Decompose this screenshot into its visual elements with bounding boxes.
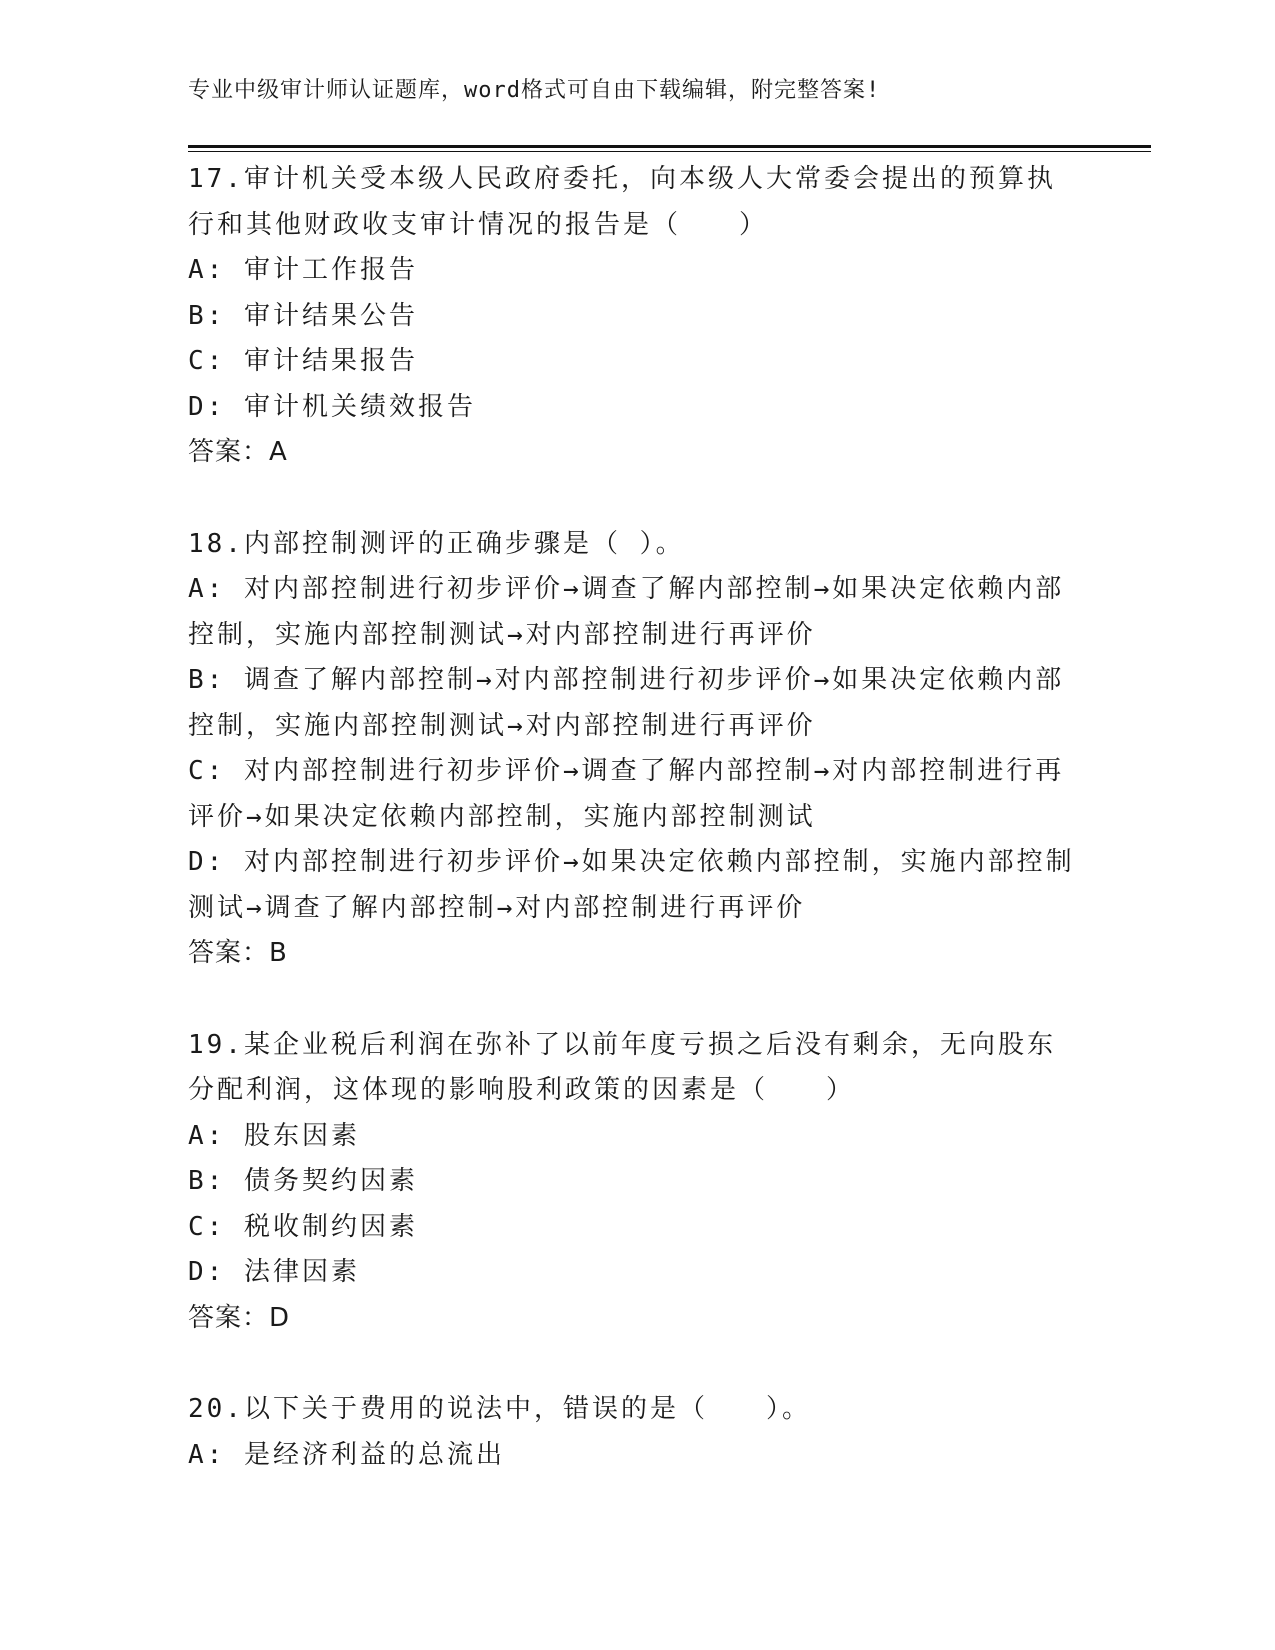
option-b: B: 债务契约因素 bbox=[188, 1166, 418, 1196]
option-a: A: 是经济利益的总流出 bbox=[188, 1439, 505, 1470]
question-stem: 18.内部控制测评的正确步骤是（ ）。 bbox=[188, 528, 685, 559]
answer-label: 答案：A bbox=[188, 437, 288, 467]
option-c: C: 税收制约因素 bbox=[188, 1211, 418, 1242]
question-17 bbox=[188, 157, 1078, 476]
option-d: D: 法律因素 bbox=[188, 1257, 360, 1287]
option-b: B: 审计结果公告 bbox=[188, 300, 418, 331]
answer-label: 答案：B bbox=[188, 938, 288, 968]
answer-label: 答案：D bbox=[188, 1302, 291, 1333]
option-a: A: 对内部控制进行初步评价→调查了解内部控制→如果决定依赖内部控制，实施内部控制测试→对内部控制进行再评价 bbox=[188, 574, 1065, 650]
page-header: 专业中级审计师认证题库，word格式可自由下载编辑，附完整答案! bbox=[188, 78, 881, 103]
question-stem: 20.以下关于费用的说法中，错误的是（ ）。 bbox=[188, 1394, 811, 1424]
question-19 bbox=[188, 1023, 1078, 1342]
question-20 bbox=[188, 1387, 1078, 1478]
option-d: D: 审计机关绩效报告 bbox=[188, 391, 476, 422]
question-stem: 17.审计机关受本级人民政府委托，向本级人大常委会提出的预算执行和其他财政收支审计情况的报告是（ ） bbox=[188, 164, 1056, 240]
question-stem: 19.某企业税后利润在弥补了以前年度亏损之后没有剩余，无向股东分配利润，这体现的影响股利政策的因素是（ ） bbox=[188, 1029, 1056, 1105]
option-d: D: 对内部控制进行初步评价→如果决定依赖内部控制，实施内部控制测试→调查了解内部控制→对内部控制进行再评价 bbox=[188, 847, 1075, 923]
header-rule-thin bbox=[188, 151, 1151, 152]
option-a: A: 审计工作报告 bbox=[188, 255, 418, 285]
question-18 bbox=[188, 522, 1078, 977]
option-c: C: 审计结果报告 bbox=[188, 346, 418, 376]
option-c: C: 对内部控制进行初步评价→调查了解内部控制→对内部控制进行再评价→如果决定依赖内部控制，实施内部控制测试 bbox=[188, 756, 1065, 832]
option-b: B: 调查了解内部控制→对内部控制进行初步评价→如果决定依赖内部控制，实施内部控制测试→对内部控制进行再评价 bbox=[188, 665, 1065, 741]
option-a: A: 股东因素 bbox=[188, 1120, 360, 1151]
header-rule-thick bbox=[188, 145, 1151, 148]
question-list bbox=[188, 157, 1078, 1524]
